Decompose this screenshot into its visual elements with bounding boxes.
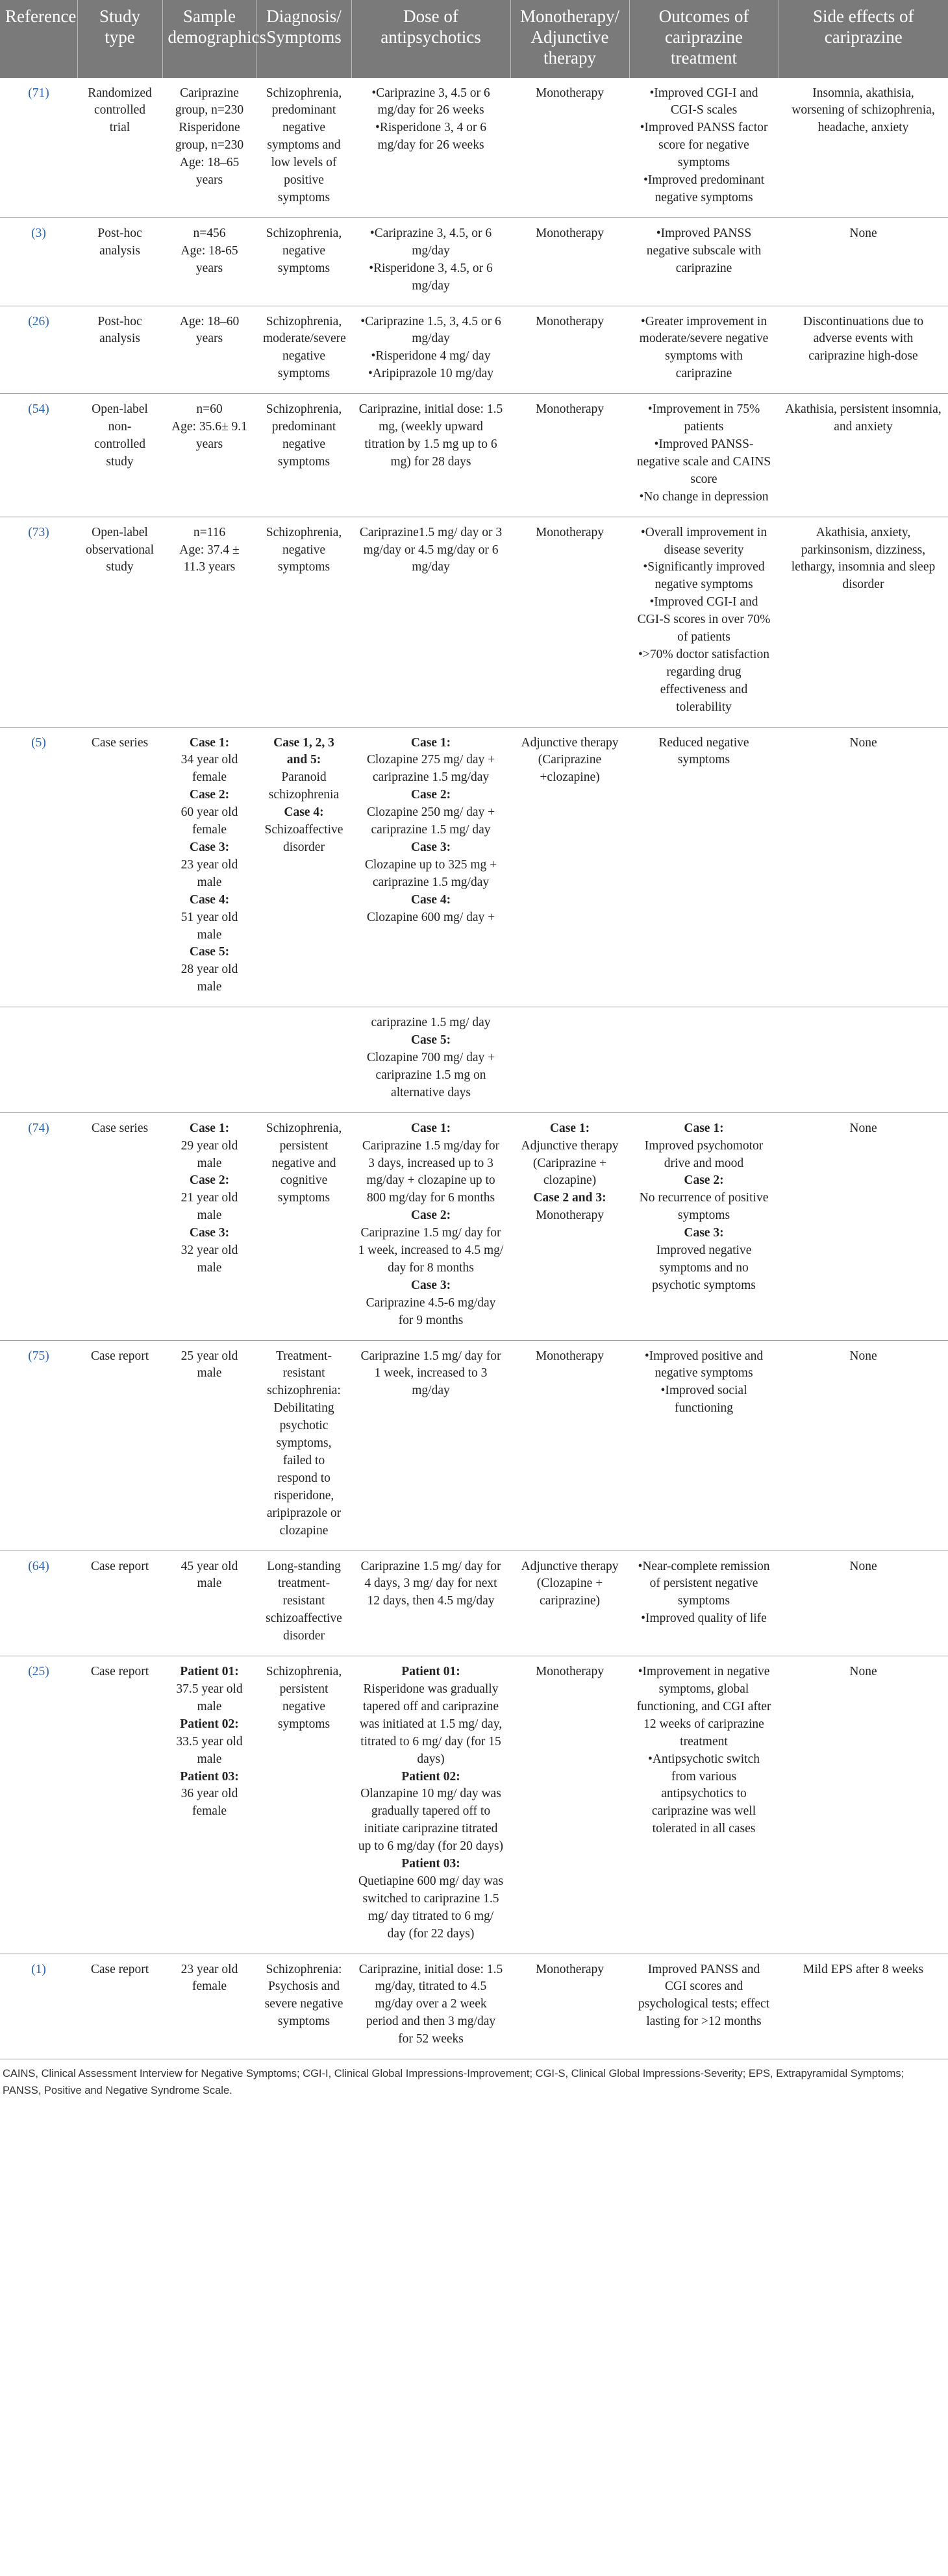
cell-reference	[0, 78, 77, 218]
cell-therapy	[510, 217, 629, 306]
reference-link[interactable]: (73)	[28, 525, 49, 539]
reference-link[interactable]: (1)	[31, 1962, 46, 1976]
cell-sample-demographics	[162, 306, 256, 394]
cell-line: •Improved PANSS negative subscale with cariprazine	[646, 226, 762, 275]
cell-line: •Risperidone 3, 4.5, or 6 mg/day	[369, 261, 493, 293]
case-label: Case 2:	[684, 1173, 724, 1188]
cell-study-type	[77, 1656, 162, 1954]
cell-line: Improved PANSS and CGI scores and psychological tests; effect lasting for >12 months	[638, 1962, 770, 2029]
cell-empty	[629, 1007, 779, 1113]
cell-sample-demographics	[162, 1551, 256, 1656]
cell-outcomes	[629, 78, 779, 218]
cell-line: Monotherapy	[535, 1349, 605, 1363]
cell-therapy	[510, 394, 629, 517]
cell-reference	[0, 517, 77, 727]
cell-outcomes	[629, 306, 779, 394]
cell-line: Long-standing treatment-resistant schizoaffective disorder	[266, 1559, 342, 1643]
cell-diagnosis	[256, 306, 351, 394]
cell-sample-demographics	[162, 1112, 256, 1340]
reference-link[interactable]: (26)	[28, 314, 49, 328]
cell-diagnosis	[256, 394, 351, 517]
cell-diagnosis	[256, 1954, 351, 2059]
case-text: Schizoaffective disorder	[264, 823, 343, 855]
cell-side-effects	[779, 727, 948, 1007]
case-label: Case 1:	[189, 1121, 230, 1135]
cell-study-type	[77, 394, 162, 517]
cell-dose	[351, 306, 510, 394]
cell-diagnosis	[256, 78, 351, 218]
cell-line: Risperidone group, n=230	[175, 121, 244, 153]
case-text: 33.5 year old male	[176, 1734, 243, 1766]
cell-reference	[0, 727, 77, 1007]
case-label: Patient 03:	[180, 1769, 239, 1784]
cell-line: Treatment-resistant schizophrenia: Debilitating psychotic symptoms, failed to respond to risperidone, aripiprazole or clozapine	[266, 1349, 342, 1538]
cell-line: Post-hoc analysis	[97, 226, 142, 258]
table-row	[0, 727, 948, 1007]
cell-dose	[351, 1954, 510, 2059]
cell-line: 23 year old female	[181, 1962, 238, 1994]
cell-empty	[510, 1007, 629, 1113]
cell-line: Randomized controlled trial	[88, 86, 152, 135]
cell-line: Post-hoc analysis	[97, 314, 142, 346]
case-label: Case 3:	[189, 1226, 230, 1240]
cell-line: Schizophrenia, predominant negative symptoms and low levels of positive symptoms	[266, 86, 342, 205]
cell-dose	[351, 1551, 510, 1656]
cell-line: Schizophrenia: Psychosis and severe negative symptoms	[264, 1962, 343, 2029]
cell-line: Reduced negative symptoms	[658, 735, 749, 767]
cell-line: Schizophrenia, negative symptoms	[266, 226, 342, 275]
case-label: Patient 01:	[180, 1665, 239, 1679]
cell-line: •Aripiprazole 10 mg/day	[368, 367, 494, 381]
case-text: Paranoid schizophrenia	[268, 770, 340, 802]
cell-empty	[77, 1007, 162, 1113]
cell-diagnosis	[256, 217, 351, 306]
cell-line: Monotherapy	[535, 525, 605, 539]
case-label: Patient 02:	[401, 1769, 460, 1784]
cell-line: •Improvement in negative symptoms, global functioning, and CGI after 12 weeks of cariprazine treatment	[636, 1665, 771, 1748]
cell-study-type	[77, 1551, 162, 1656]
reference-link[interactable]: (71)	[28, 86, 49, 100]
cell-reference	[0, 1551, 77, 1656]
case-label: Case 4:	[410, 892, 451, 907]
table-header-row	[0, 0, 948, 78]
cell-line: •Overall improvement in disease severity	[640, 525, 767, 557]
cell-side-effects	[779, 1954, 948, 2059]
cell-line: n=60	[196, 402, 223, 417]
cell-empty	[0, 1007, 77, 1113]
case-text: Cariprazine 1.5 mg/ day for 1 week, increased to 4.5 mg/ day for 8 months	[358, 1226, 504, 1275]
cell-reference	[0, 1954, 77, 2059]
cell-line: Akathisia, anxiety, parkinsonism, dizziness, lethargy, insomnia and sleep disorder	[791, 525, 936, 592]
col-header-outcomes: Outcomes of cariprazine treatment	[629, 0, 779, 78]
cell-line: •No change in depression	[639, 489, 769, 504]
case-label: Patient 01:	[401, 1665, 460, 1679]
cell-dose	[351, 1656, 510, 1954]
case-label: Case 4:	[284, 805, 324, 820]
cell-line: •Risperidone 3, 4 or 6 mg/day for 26 weeks	[375, 121, 486, 153]
cell-line: Cariprazine 1.5 mg/ day for 4 days, 3 mg/ day for next 12 days, then 4.5 mg/day	[360, 1559, 501, 1608]
cell-line: Cariprazine, initial dose: 1.5 mg/day, titrated to 4.5 mg/day over a 2 week period and then 3 mg/day for 52 weeks	[358, 1962, 503, 2046]
case-text: 60 year old female	[181, 805, 238, 837]
case-text: Olanzapine 10 mg/ day was gradually tapered off to initiate cariprazine titrated up to 6 mg/day (for 20 days)	[358, 1787, 504, 1854]
reference-link[interactable]: (25)	[28, 1665, 49, 1679]
case-text: Clozapine 600 mg/ day +	[366, 910, 495, 924]
case-text: 34 year old female	[181, 753, 238, 785]
case-text: Clozapine 700 mg/ day + cariprazine 1.5 mg on alternative days	[366, 1050, 495, 1099]
cell-study-type	[77, 1340, 162, 1551]
cell-study-type	[77, 306, 162, 394]
case-text: Risperidone was gradually tapered off and cariprazine was initiated at 1.5 mg/ day, titrated to 6 mg/ day (for 15 days)	[359, 1682, 503, 1766]
cell-reference	[0, 1656, 77, 1954]
cell-line: •Improved predominant negative symptoms	[643, 173, 765, 205]
cell-line: Open-label observational study	[85, 525, 155, 574]
cell-line: Adjunctive therapy (Cariprazine +clozapine)	[521, 735, 619, 785]
case-text: Adjunctive therapy (Cariprazine + clozapine)	[521, 1138, 619, 1188]
cell-line: Schizophrenia, negative symptoms	[266, 525, 342, 574]
cell-line: None	[849, 1349, 877, 1363]
cell-side-effects	[779, 1340, 948, 1551]
case-label: Case 2:	[410, 1208, 451, 1223]
cell-dose	[351, 1112, 510, 1340]
cell-diagnosis	[256, 517, 351, 727]
cell-sample-demographics	[162, 78, 256, 218]
cell-line: Age: 18-65 years	[181, 243, 238, 275]
cell-line: Schizophrenia, persistent negative and cognitive symptoms	[266, 1121, 342, 1205]
cell-line: Cariprazine1.5 mg/ day or 3 mg/day or 4.5 mg/day or 6 mg/day	[359, 525, 503, 574]
cell-line: Monotherapy	[535, 1962, 605, 1976]
case-text: Monotherapy	[535, 1208, 605, 1223]
case-text: Clozapine 275 mg/ day + cariprazine 1.5 mg/day	[366, 753, 495, 785]
case-label: Case 4:	[189, 892, 230, 907]
cell-side-effects	[779, 306, 948, 394]
cell-line: Discontinuations due to adverse events with cariprazine high-dose	[803, 314, 924, 363]
cell-therapy	[510, 78, 629, 218]
cell-therapy	[510, 1656, 629, 1954]
reference-link[interactable]: (74)	[28, 1121, 49, 1135]
cell-line: n=456	[193, 226, 226, 240]
cell-sample-demographics	[162, 217, 256, 306]
table-row	[0, 217, 948, 306]
cell-line: Cariprazine 1.5 mg/ day for 1 week, increased to 3 mg/day	[360, 1349, 501, 1398]
cell-side-effects	[779, 517, 948, 727]
cell-side-effects	[779, 217, 948, 306]
cell-line: Case report	[90, 1665, 149, 1679]
case-label: Case 1:	[410, 735, 451, 750]
col-header-side-effects: Side effects of cariprazine	[779, 0, 948, 78]
cell-side-effects	[779, 1551, 948, 1656]
cell-sample-demographics	[162, 1340, 256, 1551]
col-header-therapy: Monotherapy/ Adjunctive therapy	[510, 0, 629, 78]
cell-line: •Cariprazine 3, 4.5, or 6 mg/day	[369, 226, 492, 258]
cell-line: None	[849, 226, 877, 240]
cell-outcomes	[629, 727, 779, 1007]
cell-line: Schizophrenia, persistent negative symptoms	[266, 1665, 342, 1731]
table-row	[0, 1551, 948, 1656]
cell-diagnosis	[256, 1656, 351, 1954]
case-label: Case 2:	[189, 1173, 230, 1188]
cell-line: •Improved PANSS-negative scale and CAINS score	[636, 437, 771, 486]
cell-empty	[256, 1007, 351, 1113]
cell-line: 45 year old male	[181, 1559, 238, 1591]
reference-link[interactable]: (64)	[28, 1559, 49, 1573]
cell-reference	[0, 217, 77, 306]
cell-side-effects	[779, 394, 948, 517]
case-label: Case 1:	[189, 735, 230, 750]
cell-therapy	[510, 1551, 629, 1656]
cell-line: •Significantly improved negative symptoms	[643, 560, 765, 592]
cell-dose	[351, 78, 510, 218]
case-label: Case 5:	[189, 945, 230, 959]
col-header-reference: Reference	[0, 0, 77, 78]
table-row	[0, 517, 948, 727]
case-text: cariprazine 1.5 mg/ day	[371, 1016, 491, 1030]
case-text: 32 year old male	[181, 1244, 238, 1275]
cell-outcomes	[629, 1551, 779, 1656]
case-text: Improved negative symptoms and no psychotic symptoms	[652, 1244, 756, 1292]
cell-outcomes	[629, 1954, 779, 2059]
cell-sample-demographics	[162, 394, 256, 517]
cell-line: Monotherapy	[535, 314, 605, 328]
case-label: Case 1:	[549, 1121, 590, 1135]
table-row	[0, 1656, 948, 1954]
case-label: Case 2:	[410, 788, 451, 802]
cell-reference	[0, 1112, 77, 1340]
case-text: Quetiapine 600 mg/ day was switched to cariprazine 1.5 mg/ day titrated to 6 mg/ day (for 22 days)	[358, 1874, 504, 1941]
case-label: Case 3:	[410, 840, 451, 855]
cell-line: •Greater improvement in moderate/severe negative symptoms with cariprazine	[639, 314, 769, 381]
col-header-diagnosis: Diagnosis/ Symptoms	[256, 0, 351, 78]
cell-outcomes	[629, 1340, 779, 1551]
case-text: 23 year old male	[181, 857, 238, 889]
cell-therapy	[510, 517, 629, 727]
cell-line: None	[849, 1559, 877, 1573]
cell-line: Adjunctive therapy (Clozapine + cariprazine)	[521, 1559, 619, 1608]
case-text: 36 year old female	[181, 1787, 238, 1819]
cell-line: •Improved social functioning	[660, 1384, 747, 1416]
case-text: 28 year old male	[181, 963, 238, 994]
cell-line: Monotherapy	[535, 402, 605, 417]
case-label: Patient 02:	[180, 1717, 239, 1731]
cell-reference	[0, 394, 77, 517]
cell-diagnosis	[256, 1551, 351, 1656]
case-label: Case 5:	[410, 1033, 451, 1048]
table-row-continued	[0, 1007, 948, 1113]
case-text: Improved psychomotor drive and mood	[644, 1138, 764, 1170]
cell-line: Age: 18–60 years	[179, 314, 240, 346]
cell-line: •Improvement in 75% patients	[647, 402, 760, 434]
case-text: 37.5 year old male	[176, 1682, 243, 1713]
cell-study-type	[77, 727, 162, 1007]
cell-empty	[162, 1007, 256, 1113]
cell-therapy	[510, 1954, 629, 2059]
table-row	[0, 394, 948, 517]
table-row	[0, 1340, 948, 1551]
cell-outcomes	[629, 1656, 779, 1954]
cell-diagnosis	[256, 1340, 351, 1551]
cell-line: Monotherapy	[535, 86, 605, 100]
cell-empty	[779, 1007, 948, 1113]
reference-link[interactable]: (54)	[28, 402, 49, 417]
case-text: Cariprazine 1.5 mg/day for 3 days, increased up to 3 mg/day + clozapine up to 800 mg/day for 6 months	[362, 1138, 500, 1205]
cell-sample-demographics	[162, 1954, 256, 2059]
cell-line: •Risperidone 4 mg/ day	[371, 349, 491, 363]
cell-outcomes	[629, 217, 779, 306]
case-text: No recurrence of positive symptoms	[639, 1191, 769, 1223]
cell-line: Insomnia, akathisia, worsening of schizophrenia, headache, anxiety	[792, 86, 935, 135]
cell-study-type	[77, 1954, 162, 2059]
cell-line: •Improved CGI-I and CGI-S scores in over 70% of patients	[637, 595, 771, 644]
case-label: Case 3:	[684, 1226, 724, 1240]
cell-line: None	[849, 735, 877, 750]
cell-line: Case series	[91, 1121, 149, 1135]
cell-line: Schizophrenia, predominant negative symptoms	[266, 402, 342, 469]
cell-line: •Improved CGI-I and CGI-S scales	[649, 86, 758, 117]
col-header-study-type: Study type	[77, 0, 162, 78]
cell-line: •Cariprazine 3, 4.5 or 6 mg/day for 26 weeks	[371, 86, 490, 117]
case-label: Patient 03:	[401, 1857, 460, 1871]
cell-sample-demographics	[162, 517, 256, 727]
cell-line: •Antipsychotic switch from various antipsychotics to cariprazine was well tolerated in all cases	[647, 1752, 760, 1836]
table-row	[0, 1112, 948, 1340]
cell-side-effects	[779, 78, 948, 218]
cell-line: Akathisia, persistent insomnia, and anxiety	[785, 402, 942, 434]
case-text: 29 year old male	[181, 1138, 238, 1170]
reference-link[interactable]: (5)	[31, 735, 46, 750]
cell-dose-continued	[351, 1007, 510, 1113]
cell-study-type	[77, 1112, 162, 1340]
cell-line: Case series	[91, 735, 149, 750]
cell-study-type	[77, 78, 162, 218]
case-label: Case 3:	[189, 840, 230, 855]
cell-therapy	[510, 1112, 629, 1340]
cell-line: Monotherapy	[535, 1665, 605, 1679]
cell-dose	[351, 727, 510, 1007]
cell-line: •Improved quality of life	[641, 1612, 767, 1626]
case-text: Clozapine 250 mg/ day + cariprazine 1.5 mg/ day	[366, 805, 495, 837]
case-label: Case 3:	[410, 1278, 451, 1292]
cell-line: Age: 37.4 ± 11.3 years	[179, 543, 240, 574]
cell-line: Case report	[90, 1349, 149, 1363]
case-label: Case 1:	[684, 1121, 724, 1135]
cell-study-type	[77, 517, 162, 727]
cell-dose	[351, 517, 510, 727]
table-body	[0, 78, 948, 2059]
case-text: 51 year old male	[181, 910, 238, 942]
cell-therapy	[510, 727, 629, 1007]
cell-line: Case report	[90, 1962, 149, 1976]
cell-line: •Cariprazine 1.5, 3, 4.5 or 6 mg/day	[360, 314, 501, 346]
table-row	[0, 1954, 948, 2059]
cell-line: Monotherapy	[535, 226, 605, 240]
cell-outcomes	[629, 394, 779, 517]
cell-outcomes	[629, 517, 779, 727]
table-row	[0, 78, 948, 218]
cell-outcomes	[629, 1112, 779, 1340]
cell-line: •Improved positive and negative symptoms	[644, 1349, 764, 1380]
cell-line: None	[849, 1665, 877, 1679]
cell-dose	[351, 394, 510, 517]
cell-side-effects	[779, 1656, 948, 1954]
table-footnote: CAINS, Clinical Assessment Interview for Negative Symptoms; CGI-I, Clinical Global Impressions-Improvement; CGI-S, Clinical Global Impressions-Severity; EPS, Extrapyramidal Symptoms; PANSS, Positive and Negative Syndrome Scale.	[3, 2068, 904, 2096]
cell-line: Case report	[90, 1559, 149, 1573]
cell-therapy	[510, 306, 629, 394]
cell-study-type	[77, 217, 162, 306]
cell-sample-demographics	[162, 727, 256, 1007]
cell-line: •Improved PANSS factor score for negative symptoms	[640, 121, 768, 170]
cell-line: Age: 35.6± 9.1 years	[171, 420, 247, 451]
col-header-sample-demographics: Sample demographics	[162, 0, 256, 78]
cell-line: Age: 18–65 years	[179, 156, 240, 188]
cell-diagnosis	[256, 727, 351, 1007]
cell-sample-demographics	[162, 1656, 256, 1954]
case-text: 21 year old male	[181, 1191, 238, 1223]
col-header-dose: Dose of antipsychotics	[351, 0, 510, 78]
cell-therapy	[510, 1340, 629, 1551]
cell-line: Schizophrenia, moderate/severe negative symptoms	[263, 314, 346, 381]
reference-link[interactable]: (3)	[31, 226, 46, 240]
cell-line: Cariprazine, initial dose: 1.5 mg, (weekly upward titration by 1.5 mg up to 6 mg) for 28 days	[358, 402, 503, 469]
case-label: Case 2:	[189, 788, 230, 802]
case-label: Case 1:	[410, 1121, 451, 1135]
case-label: Case 1, 2, 3 and 5:	[273, 735, 334, 767]
cell-reference	[0, 306, 77, 394]
cell-diagnosis	[256, 1112, 351, 1340]
cell-line: •Near-complete remission of persistent negative symptoms	[638, 1559, 770, 1608]
cell-line: •>70% doctor satisfaction regarding drug effectiveness and tolerability	[638, 647, 769, 714]
cell-line: Cariprazine group, n=230	[175, 86, 244, 117]
cell-line: Mild EPS after 8 weeks	[803, 1962, 924, 1976]
case-label: Case 2 and 3:	[533, 1191, 606, 1205]
table-row	[0, 306, 948, 394]
case-text: Clozapine up to 325 mg + cariprazine 1.5 mg/day	[364, 857, 497, 889]
cell-side-effects	[779, 1112, 948, 1340]
reference-link[interactable]: (75)	[28, 1349, 49, 1363]
cell-line: None	[849, 1121, 877, 1135]
cell-dose	[351, 1340, 510, 1551]
cell-line: n=116	[193, 525, 226, 539]
cell-dose	[351, 217, 510, 306]
cell-line: Open-label non-controlled study	[92, 402, 148, 469]
cell-line: 25 year old male	[181, 1349, 238, 1380]
cell-reference	[0, 1340, 77, 1551]
case-text: Cariprazine 4.5-6 mg/day for 9 months	[366, 1295, 496, 1327]
